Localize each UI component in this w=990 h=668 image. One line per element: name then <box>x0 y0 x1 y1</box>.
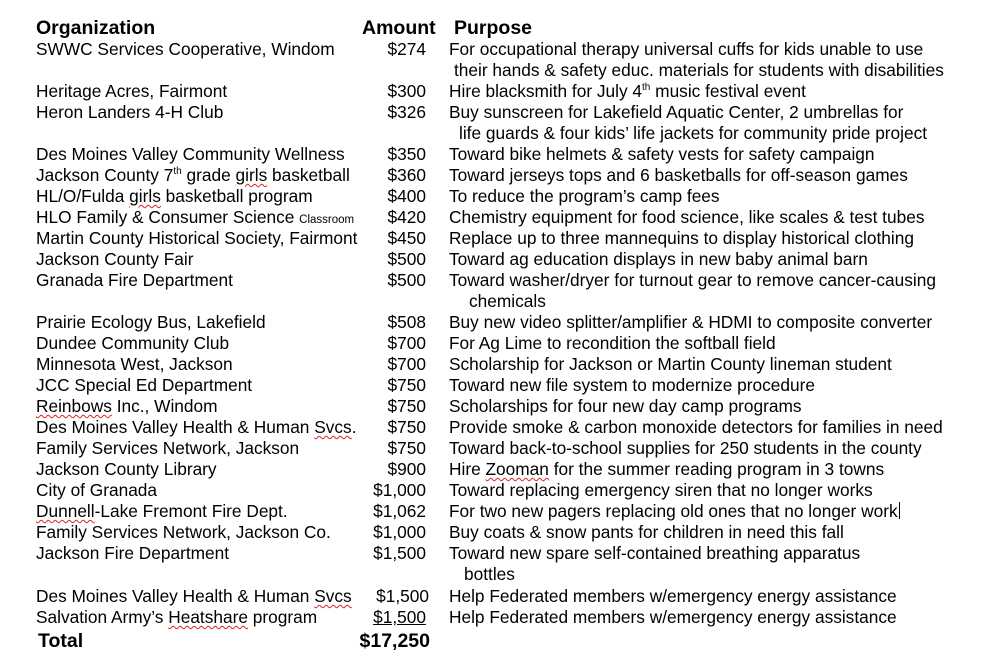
org-text: Inc., Windom <box>111 396 218 416</box>
row-organization: Prairie Ecology Bus, Lakefield <box>36 312 266 332</box>
org-text: grade <box>181 165 236 185</box>
header-amount: Amount <box>362 17 436 39</box>
spellcheck-word[interactable]: girls <box>129 186 161 206</box>
row-purpose-continued: chemicals <box>469 291 546 311</box>
row-purpose: Buy new video splitter/amplifier & HDMI to composite converter <box>449 312 933 332</box>
spellcheck-word[interactable]: girls <box>235 165 268 185</box>
row-purpose: Provide smoke & carbon monoxide detectors for families in need <box>449 417 943 437</box>
row-purpose: For Ag Lime to recondition the softball field <box>449 333 776 353</box>
row-organization: Minnesota West, Jackson <box>36 354 233 374</box>
row-organization: Heritage Acres, Fairmont <box>36 81 228 101</box>
row-purpose: Scholarships for four new day camp programs <box>449 396 802 416</box>
row-organization: JCC Special Ed Department <box>36 375 253 395</box>
row-purpose-continued: bottles <box>464 564 515 584</box>
row-purpose: Help Federated members w/emergency energy assistance <box>449 586 897 606</box>
row-purpose: Replace up to three mannequins to display historical clothing <box>449 228 914 248</box>
row-purpose <box>449 459 884 480</box>
row-purpose: Buy coats & snow pants for children in need this fall <box>449 522 844 542</box>
superscript: th <box>642 82 651 94</box>
row-organization: Dundee Community Club <box>36 333 230 353</box>
row-purpose: Toward bike helmets & safety vests for safety campaign <box>449 144 875 164</box>
org-text: Des Moines Valley Health & Human <box>36 586 315 606</box>
row-organization: Martin County Historical Society, Fairmont <box>36 228 358 248</box>
row-purpose: Chemistry equipment for food science, like scales & test tubes <box>449 207 925 227</box>
row-amount: $300 <box>387 81 426 101</box>
row-amount: $750 <box>387 438 426 458</box>
purpose-text: For two new pagers replacing old ones that no longer work <box>449 501 898 521</box>
spellcheck-word[interactable]: Reinbows <box>36 396 112 416</box>
row-purpose: Help Federated members w/emergency energy assistance <box>449 607 897 627</box>
row-organization: Jackson County Library <box>36 459 217 479</box>
row-organization: Des Moines Valley Community Wellness <box>36 144 345 164</box>
row-purpose: Toward ag education displays in new baby animal barn <box>449 249 868 269</box>
org-text: Jackson County 7 <box>36 165 174 185</box>
row-purpose: To reduce the program’s camp fees <box>449 186 720 206</box>
spellcheck-word[interactable]: Dunnell <box>36 501 95 521</box>
row-amount: $326 <box>387 102 426 122</box>
row-purpose: Toward new spare self-contained breathing apparatus <box>449 543 861 563</box>
row-amount: $900 <box>387 459 426 479</box>
row-amount: $750 <box>387 396 426 416</box>
row-organization: Granada Fire Department <box>36 270 233 290</box>
total-amount: $17,250 <box>359 630 430 652</box>
org-text: basketball <box>267 165 350 185</box>
org-text: Salvation Army’s <box>36 607 169 627</box>
row-purpose-continued: their hands & safety educ. materials for students with disabilities <box>454 60 944 80</box>
row-amount: $1,500 <box>373 607 426 627</box>
row-amount: $1,000 <box>373 480 426 500</box>
org-text: program <box>247 607 318 627</box>
row-purpose-continued: life guards & four kids’ life jackets for community pride project <box>459 123 928 143</box>
row-amount: $360 <box>387 165 426 185</box>
spellcheck-word[interactable]: Heatshare <box>168 607 248 627</box>
row-purpose: Scholarship for Jackson or Martin County lineman student <box>449 354 892 374</box>
row-purpose: Toward jerseys tops and 6 basketballs for off-season games <box>449 165 908 185</box>
row-amount: $700 <box>387 333 426 353</box>
spellcheck-word[interactable]: Svcs <box>314 417 352 437</box>
row-amount: $750 <box>387 375 426 395</box>
spellcheck-word[interactable]: Zooman <box>485 459 549 479</box>
row-amount: $700 <box>387 354 426 374</box>
row-amount: $1,500 <box>376 586 429 606</box>
org-text: HLO Family & Consumer Science <box>36 207 300 227</box>
org-text: -Lake Fremont Fire Dept. <box>94 501 288 521</box>
row-organization <box>36 586 352 607</box>
org-text: Des Moines Valley Health & Human <box>36 417 315 437</box>
row-purpose: Buy sunscreen for Lakefield Aquatic Center, 2 umbrellas for <box>449 102 904 122</box>
row-organization <box>36 607 317 628</box>
row-organization: Jackson Fire Department <box>36 543 230 563</box>
row-purpose: For occupational therapy universal cuffs for kids unable to use <box>449 39 924 59</box>
header-organization: Organization <box>36 17 156 39</box>
org-text: basketball program <box>160 186 313 206</box>
row-organization <box>36 396 218 417</box>
row-amount: $400 <box>387 186 426 206</box>
row-organization: SWWC Services Cooperative, Windom <box>36 39 335 59</box>
spellcheck-word[interactable]: Svcs <box>314 586 352 606</box>
total-label: Total <box>38 630 84 652</box>
row-organization <box>36 165 350 186</box>
row-purpose: Toward back-to-school supplies for 250 students in the county <box>449 438 922 458</box>
row-purpose: Toward washer/dryer for turnout gear to remove cancer-causing <box>449 270 936 290</box>
row-purpose <box>449 501 900 522</box>
row-purpose: Toward new file system to modernize procedure <box>449 375 815 395</box>
row-amount: $1,500 <box>373 543 426 563</box>
purpose-text: for the summer reading program in 3 towns <box>548 459 885 479</box>
row-organization: Heron Landers 4-H Club <box>36 102 224 122</box>
row-organization <box>36 186 313 207</box>
purpose-text: music festival event <box>650 81 806 101</box>
org-small-text: Classroom <box>299 214 355 226</box>
row-organization <box>36 417 357 438</box>
purpose-text: Hire blacksmith for July 4 <box>449 81 643 101</box>
row-amount: $450 <box>387 228 426 248</box>
row-purpose <box>449 81 806 102</box>
row-amount: $420 <box>387 207 426 227</box>
row-amount: $1,000 <box>373 522 426 542</box>
row-organization: Jackson County Fair <box>36 249 194 269</box>
superscript: th <box>173 166 182 178</box>
row-amount: $750 <box>387 417 426 437</box>
org-text: . <box>351 417 357 437</box>
org-text: HL/O/Fulda <box>36 186 130 206</box>
row-amount: $274 <box>387 39 426 59</box>
header-purpose: Purpose <box>454 17 533 39</box>
row-organization <box>36 501 288 522</box>
row-amount: $1,062 <box>373 501 426 521</box>
row-amount: $500 <box>387 249 426 269</box>
row-amount: $500 <box>387 270 426 290</box>
row-organization: Family Services Network, Jackson Co. <box>36 522 331 542</box>
row-organization: City of Granada <box>36 480 158 500</box>
purpose-text: Hire <box>449 459 486 479</box>
row-purpose: Toward replacing emergency siren that no longer works <box>449 480 873 500</box>
row-organization: Family Services Network, Jackson <box>36 438 300 458</box>
row-amount: $350 <box>387 144 426 164</box>
row-amount: $508 <box>387 312 426 332</box>
text-cursor <box>899 502 900 519</box>
